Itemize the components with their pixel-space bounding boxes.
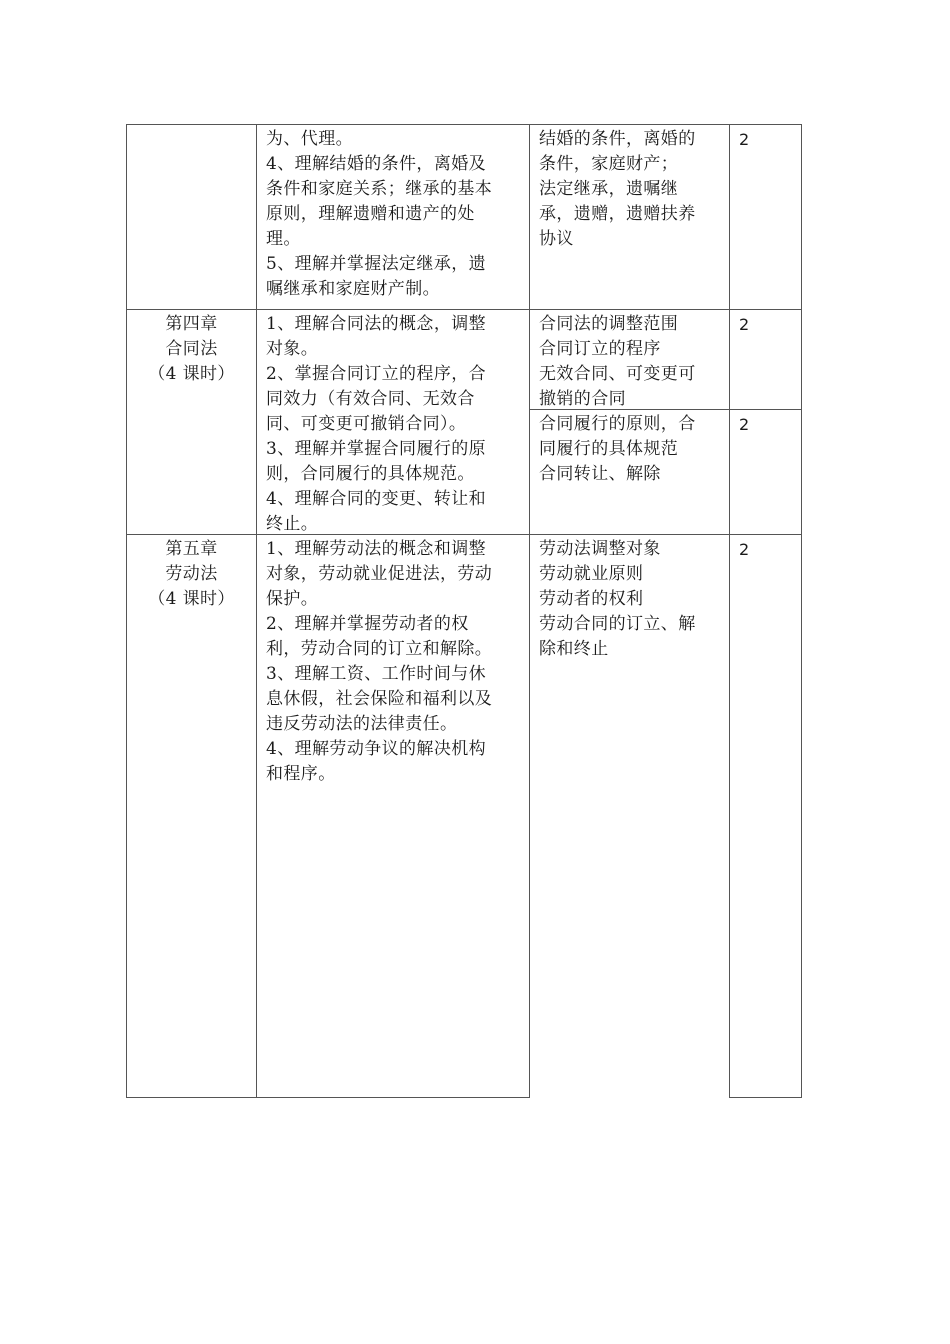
- text-line: 3、理解工资、工作时间与休: [266, 664, 487, 684]
- text-line: 4、理解结婚的条件，离婚及: [266, 154, 487, 174]
- objectives-cell: [266, 537, 524, 787]
- table-bottom-border-left: [126, 1097, 529, 1098]
- text-line: 结婚的条件，离婚的: [539, 129, 696, 149]
- chapter-cell: [127, 537, 256, 612]
- text-line: 条件，家庭财产；: [539, 154, 679, 174]
- text-line: 劳动法调整对象: [539, 539, 661, 559]
- table-right-border: [801, 124, 802, 1098]
- text-line: 2、理解并掌握劳动者的权: [266, 614, 469, 634]
- text-line: 理。: [266, 229, 301, 249]
- objectives-cell: [266, 312, 524, 537]
- objectives-cell: [266, 127, 524, 302]
- text-line: 嘱继承和家庭财产制。: [266, 279, 440, 299]
- text-line: 合同履行的原则，合: [539, 414, 696, 434]
- hours-value: 2: [739, 415, 750, 434]
- table-bottom-border-right: [729, 1097, 802, 1098]
- text-line: 则，合同履行的具体规范。: [266, 464, 475, 484]
- column-divider: [529, 124, 530, 1098]
- row-divider: [126, 309, 802, 310]
- text-line: 劳动就业原则: [539, 564, 644, 584]
- text-line: 终止。: [266, 514, 319, 534]
- text-line: 无效合同、可变更可: [539, 364, 696, 384]
- text-line: 对象。: [266, 339, 319, 359]
- text-line: 合同转让、解除: [539, 464, 661, 484]
- hours-cell: [739, 312, 750, 337]
- text-line: 保护。: [266, 589, 319, 609]
- column-divider: [256, 124, 257, 1098]
- text-line: 为、代理。: [266, 129, 353, 149]
- content-cell: [539, 312, 725, 412]
- text-line: 法定继承，遗嘱继: [539, 179, 679, 199]
- text-line: 撤销的合同: [539, 389, 626, 409]
- text-line: 劳动合同的订立、解: [539, 614, 696, 634]
- text-line: 4、理解合同的变更、转让和: [266, 489, 487, 509]
- text-line: 除和终止: [539, 639, 609, 659]
- chapter-hours: （4 课时）: [148, 364, 235, 384]
- text-line: 息休假，社会保险和福利以及: [266, 689, 493, 709]
- text-line: 同履行的具体规范: [539, 439, 679, 459]
- chapter-title: 合同法: [165, 339, 218, 359]
- column-divider: [729, 124, 730, 1098]
- text-line: 1、理解合同法的概念，调整: [266, 314, 487, 334]
- hours-value: 2: [739, 315, 750, 334]
- hours-cell: [739, 127, 750, 152]
- table-top-border: [126, 124, 802, 125]
- text-line: 3、理解并掌握合同履行的原: [266, 439, 487, 459]
- hours-value: 2: [739, 540, 750, 559]
- text-line: 合同法的调整范围: [539, 314, 679, 334]
- text-line: 5、理解并掌握法定继承，遗: [266, 254, 487, 274]
- text-line: 1、理解劳动法的概念和调整: [266, 539, 487, 559]
- chapter-number: 第四章: [165, 314, 218, 334]
- content-cell: [539, 537, 725, 662]
- text-line: 4、理解劳动争议的解决机构: [266, 739, 487, 759]
- text-line: 原则，理解遗赠和遗产的处: [266, 204, 475, 224]
- text-line: 同、可变更可撤销合同）。: [266, 414, 467, 434]
- text-line: 违反劳动法的法律责任。: [266, 714, 458, 734]
- chapter-cell: [127, 312, 256, 387]
- hours-cell: [739, 412, 750, 437]
- text-line: 条件和家庭关系；继承的基本: [266, 179, 493, 199]
- text-line: 对象，劳动就业促进法，劳动: [266, 564, 493, 584]
- text-line: 和程序。: [266, 764, 336, 784]
- hours-value: 2: [739, 130, 750, 149]
- text-line: 劳动者的权利: [539, 589, 644, 609]
- text-line: 利，劳动合同的订立和解除。: [266, 639, 493, 659]
- text-line: 2、掌握合同订立的程序，合: [266, 364, 487, 384]
- chapter-number: 第五章: [165, 539, 218, 559]
- chapter-title: 劳动法: [165, 564, 218, 584]
- content-cell: [539, 127, 725, 252]
- text-line: 承，遗赠，遗赠扶养: [539, 204, 696, 224]
- text-line: 合同订立的程序: [539, 339, 661, 359]
- content-cell: [539, 412, 725, 487]
- text-line: 协议: [539, 229, 574, 249]
- text-line: 同效力（有效合同、无效合: [266, 389, 475, 409]
- hours-cell: [739, 537, 750, 562]
- chapter-hours: （4 课时）: [148, 589, 235, 609]
